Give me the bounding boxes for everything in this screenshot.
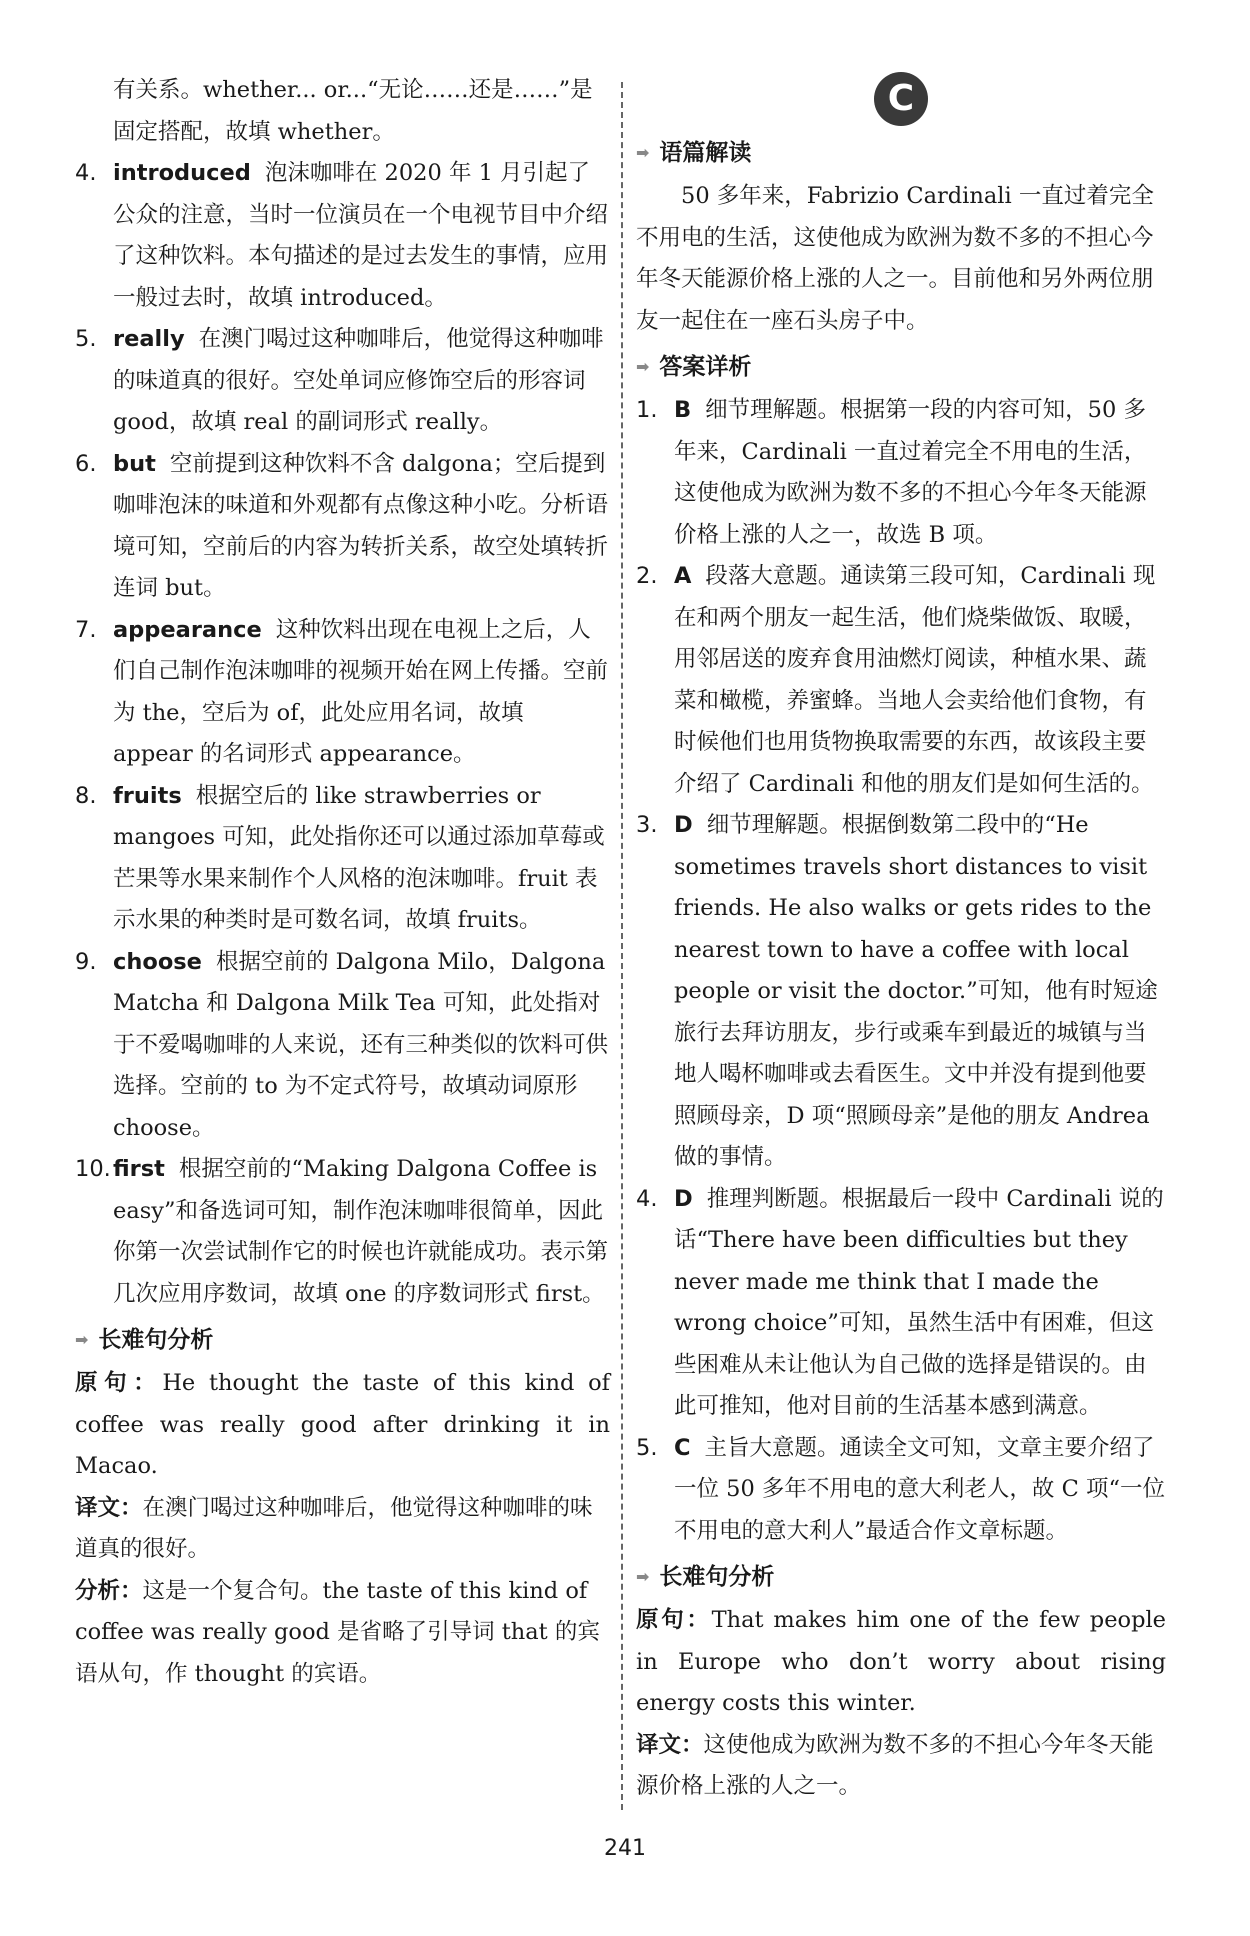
answer-word: fruits [113, 782, 182, 809]
translation-label: 译文： [636, 1731, 704, 1758]
right-answer-list [636, 390, 1166, 1552]
analysis-label: 分析： [75, 1577, 143, 1604]
original-text: He thought the taste of this kind of coffee was really good after drinking it in Macao. [75, 1370, 610, 1479]
explanation-text: 空前提到这种饮料不含 dalgona；空后提到咖啡泡沫的味道和外观都有点像这种小吃。分析语境可知，空前后的内容为转折关系，故空处填转折连词 but。 [113, 450, 609, 601]
item-number: 6. [75, 450, 97, 477]
answer-word: first [113, 1156, 165, 1182]
original-sentence [636, 1600, 1166, 1725]
heading-text: 语篇解读 [659, 140, 752, 166]
item-number: 10. [75, 1156, 111, 1182]
section-c-icon: C [874, 72, 928, 126]
answer-item [75, 319, 610, 444]
answer-word: really [113, 326, 185, 352]
explanation-text: 根据空后的 like strawberries or mangoes 可知，此处指你还可以通过添加草莓或芒果等水果来制作个人风格的泡沫咖啡。fruit 表示水果的种类时是可数名词，故填 fruits。 [113, 782, 605, 933]
translation-text: 在澳门喝过这种咖啡后，他觉得这种咖啡的味道真的很好。 [75, 1494, 593, 1562]
item-number: 4. [636, 1185, 658, 1212]
continuation-text: 有关系。whether... or...“无论……还是……”是固定搭配，故填 whether。 [113, 77, 593, 145]
answer-word: appearance [113, 616, 262, 643]
analysis-text: 这是一个复合句。the taste of this kind of coffee was really good 是省略了引导词 that 的宾语从句，作 thought 的宾语。 [75, 1577, 600, 1687]
item-number: 5. [636, 1434, 658, 1461]
analysis [75, 1571, 610, 1696]
original-sentence [75, 1363, 610, 1488]
column-divider [621, 82, 623, 1810]
explanation-text: 这种饮料出现在电视上之后，人们自己制作泡沫咖啡的视频开始在网上传播。空前为 the，空后为 of，此处应用名词，故填 appear 的名词形式 appearance。 [113, 616, 609, 767]
answer-item [75, 1149, 610, 1315]
heading-text: 长难句分析 [659, 1564, 775, 1590]
item-number: 4. [75, 160, 97, 186]
right-column [636, 72, 1166, 1808]
original-text: That makes him one of the few people in Europe who don’t worry about rising energy costs this winter. [636, 1607, 1166, 1716]
item-number: 5. [75, 326, 97, 352]
original-label: 原句： [75, 1370, 163, 1396]
item-number: 8. [75, 782, 97, 809]
explanation-text: 段落大意题。通读第三段可知，Cardinali 现在和两个朋友一起生活，他们烧柴做饭、取暖，用邻居送的废弃食用油燃灯阅读，种植水果、蔬菜和橄榄，养蜜蜂。当地人会卖给他们食物，有时候他们也用货物换取需要的东西，故该段主要介绍了 Cardinali 和他的朋友们是如何生活的。 [674, 563, 1156, 797]
translation [75, 1488, 610, 1571]
item-number: 2. [636, 563, 658, 589]
translation-label: 译文： [75, 1494, 143, 1521]
answer-item [636, 1428, 1166, 1553]
page-number: 241 [604, 1836, 646, 1861]
explanation-text: 细节理解题。根据倒数第二段中的“He sometimes travels short distances to visit friends. He also walks or gets rides to the nearest town to have a coffee with local people or visit the doctor.”可知，他有时短途旅行去拜访朋友，步行或乘车到最近的城镇与当地人喝杯咖啡或去看医生。文中并没有提到他要照顾母亲，D 项“照顾母亲”是他的朋友 Andrea 做的事情。 [674, 812, 1158, 1170]
answer-letter: D [674, 812, 693, 838]
explanation-text: 根据空前的“Making Dalgona Coffee is easy”和备选词可知，制作泡沫咖啡很简单，因此你第一次尝试制作它的时候也许就能成功。表示第几次应用序数词，故填 one 的序数词形式 first。 [113, 1156, 609, 1307]
answer-item [75, 444, 610, 610]
answer-word: but [113, 450, 156, 477]
answer-item [75, 942, 610, 1150]
explanation-text: 泡沫咖啡在 2020 年 1 月引起了公众的注意，当时一位演员在一个电视节目中介绍了这种饮料。本句描述的是过去发生的事情，应用一般过去时，故填 introduced。 [113, 160, 609, 311]
explanation-text: 主旨大意题。通读全文可知，文章主要介绍了一位 50 多年不用电的意大利老人，故 C 项“一位不用电的意大利人”最适合作文章标题。 [674, 1434, 1165, 1544]
answer-item [75, 153, 610, 319]
sentence-analysis-heading [75, 1319, 610, 1363]
translation-text: 这使他成为欧洲为数不多的不担心今年冬天能源价格上涨的人之一。 [636, 1731, 1154, 1799]
left-column [75, 70, 610, 1695]
explanation-text: 细节理解题。根据第一段的内容可知，50 多年来，Cardinali 一直过着完全不用电的生活，这使他成为欧洲为数不多的不担心今年冬天能源价格上涨的人之一，故选 B 项。 [674, 397, 1147, 548]
answer-item [636, 390, 1166, 556]
answer-letter: A [674, 563, 692, 589]
left-answer-list [75, 153, 610, 1315]
answer-word: choose [113, 948, 202, 975]
answer-letter: B [674, 397, 692, 423]
original-label: 原句： [636, 1607, 712, 1633]
answer-item [636, 805, 1166, 1179]
answer-item [636, 1179, 1166, 1428]
passage-reading-heading [636, 132, 1166, 176]
explanation-text: 在澳门喝过这种咖啡后，他觉得这种咖啡的味道真的很好。空处单词应修饰空后的形容词 good，故填 real 的副词形式 really。 [113, 326, 604, 435]
heading-text: 长难句分析 [98, 1327, 214, 1353]
answer-letter: C [674, 1434, 691, 1461]
item-number: 1. [636, 397, 658, 423]
passage-summary: 50 多年来，Fabrizio Cardinali 一直过着完全不用电的生活，这使他成为欧洲为数不多的不担心今年冬天能源价格上涨的人之一。目前他和另外两位朋友一起住在一座石头房子中。 [636, 183, 1154, 334]
heading-text: 答案详析 [659, 354, 752, 380]
sentence-analysis-heading [636, 1556, 1166, 1600]
explanation-text: 推理判断题。根据最后一段中 Cardinali 说的话“There have been difficulties but they never made me think that I made the wrong choice”可知，虽然生活中有困难，但这些困难从未让他认为自己做的选择是错误的。由此可推知，他对目前的生活基本感到满意。 [674, 1185, 1164, 1419]
arrow-icon: ➡ [636, 1567, 650, 1586]
item-number: 3. [636, 812, 658, 838]
answer-word: introduced [113, 160, 251, 186]
item-number: 9. [75, 948, 97, 975]
answer-item [636, 556, 1166, 805]
translation [636, 1725, 1166, 1808]
explanation-text: 根据空前的 Dalgona Milo，Dalgona Matcha 和 Dalgona Milk Tea 可知，此处指对于不爱喝咖啡的人来说，还有三种类似的饮料可供选择。空前的 to 为不定式符号，故填动词原形 choose。 [113, 948, 609, 1141]
answer-item [75, 610, 610, 776]
answer-letter: D [674, 1185, 693, 1212]
arrow-icon: ➡ [75, 1330, 89, 1349]
answer-details-heading [636, 346, 1166, 390]
answer-item [75, 776, 610, 942]
arrow-icon: ➡ [636, 143, 650, 162]
arrow-icon: ➡ [636, 357, 650, 376]
item-number: 7. [75, 616, 97, 643]
answer-continuation [75, 70, 610, 153]
